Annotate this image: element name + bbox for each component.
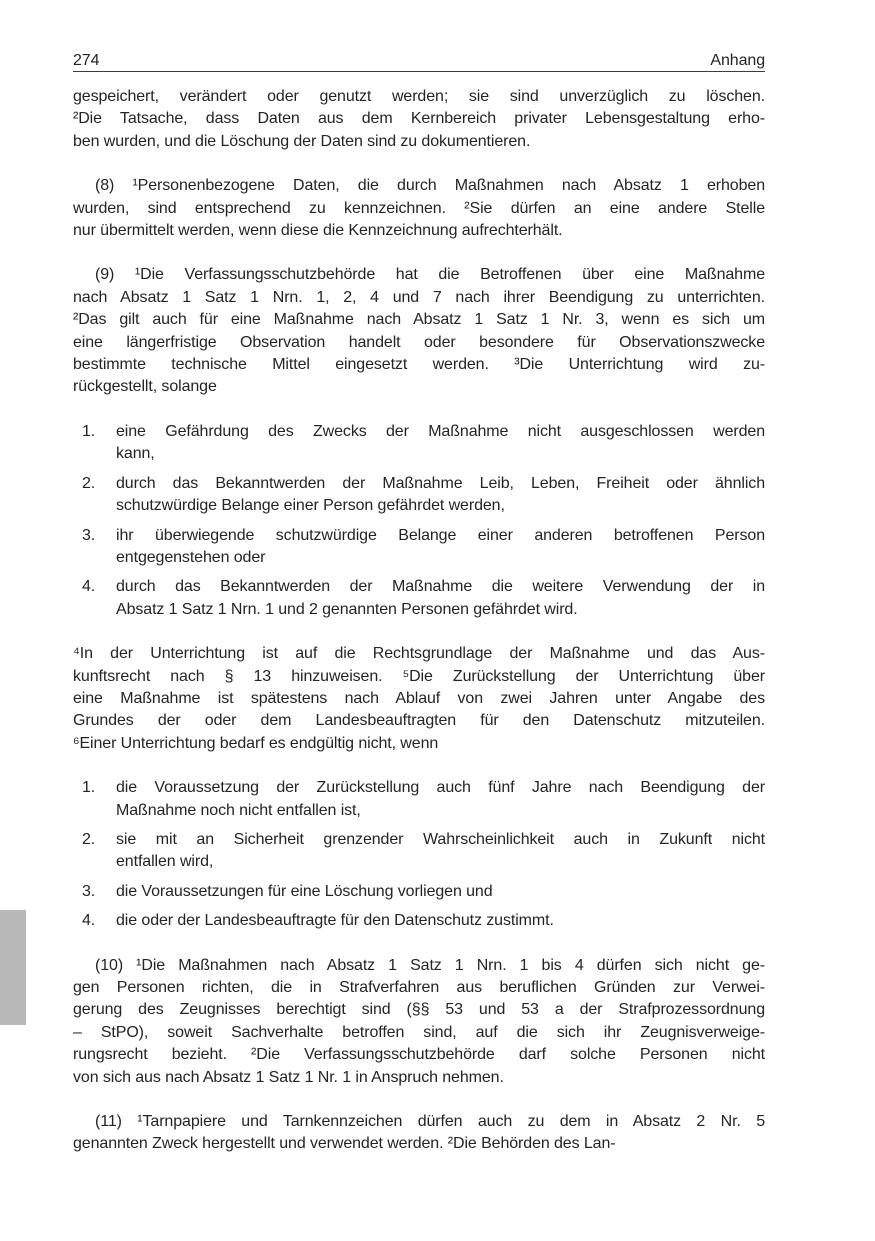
text-line: die oder der Landesbeauftragte für den Datenschutz zustimmt. [116, 912, 554, 930]
list-item [73, 421, 765, 466]
paragraph [73, 175, 765, 242]
text-line: Grundes der oder dem Landesbeauftragten für den Datenschutz mitzuteilen. [73, 712, 765, 730]
page-body [73, 86, 765, 1178]
text-line: durch das Bekanntwerden der Maßnahme die weitere Verwendung der in [116, 578, 765, 596]
text-line: rückgestellt, solange [73, 378, 217, 396]
list-item-text [116, 829, 765, 874]
list-item-number: 1. [82, 779, 96, 797]
list-item-number: 2. [82, 830, 96, 848]
paragraph [73, 264, 765, 398]
text-line: die Voraussetzung der Zurückstellung auch fünf Jahre nach Beendigung der [116, 779, 765, 797]
text-line: rungsrecht bezieht. ²Die Verfassungsschutzbehörde darf solche Personen nicht [73, 1046, 765, 1064]
text-line: ben wurden, und die Löschung der Daten sind zu dokumentieren. [73, 132, 531, 150]
text-line: von sich aus nach Absatz 1 Satz 1 Nr. 1 in Anspruch nehmen. [73, 1068, 504, 1086]
list-item-number: 3. [82, 526, 96, 544]
text-line: bestimmte technische Mittel eingesetzt werden. ³Die Unterrichtung wird zu- [73, 356, 765, 374]
text-line: nur übermittelt werden, wenn diese die Kennzeichnung aufrechterhält. [73, 222, 563, 240]
list-item-number: 3. [82, 882, 96, 900]
paragraph [73, 1111, 765, 1156]
list-item-text [116, 576, 765, 621]
list-item [73, 777, 765, 822]
text-line: (8) ¹Personenbezogene Daten, die durch Maßnahmen nach Absatz 1 erhoben [95, 177, 765, 195]
header-rule [73, 71, 765, 72]
text-line: ihr überwiegende schutzwürdige Belange einer anderen betroffenen Person [116, 526, 765, 544]
running-head: Anhang [710, 52, 765, 69]
text-line: – StPO), soweit Sachverhalte betroffen sind, auf die sich ihr Zeugnisverweige- [73, 1023, 765, 1041]
paragraph [73, 86, 765, 153]
list-item-number: 2. [82, 474, 96, 492]
text-line: eine Maßnahme ist spätestens nach Ablauf von zwei Jahren unter Angabe des [73, 689, 765, 707]
list-item-text [116, 525, 765, 570]
text-line: ⁶Einer Unterrichtung bedarf es endgültig nicht, wenn [73, 734, 439, 752]
list-item-text [116, 881, 765, 903]
text-line: gen Personen richten, die in Strafverfahren aus beruflichen Gründen zur Verwei- [73, 979, 765, 996]
list-item-text [116, 910, 765, 932]
text-line: wurden, sind entsprechend zu kennzeichnen. ²Sie dürfen an eine andere Stelle [73, 199, 765, 217]
text-line: Absatz 1 Satz 1 Nrn. 1 und 2 genannten Personen gefährdet wird. [116, 600, 578, 618]
text-line: durch das Bekanntwerden der Maßnahme Leib, Leben, Freiheit oder ähnlich [116, 474, 765, 492]
paragraph [73, 955, 765, 1089]
text-line: ²Die Tatsache, dass Daten aus dem Kernbereich privater Lebensgestaltung erho- [73, 110, 765, 128]
text-line: kann, [116, 445, 155, 463]
page-header [73, 53, 765, 69]
text-line: ⁴In der Unterrichtung ist auf die Rechtsgrundlage der Maßnahme und das Aus- [73, 645, 765, 663]
text-line: eine längerfristige Observation handelt oder besondere für Observationszwecke [73, 333, 765, 351]
text-line: ²Das gilt auch für eine Maßnahme nach Absatz 1 Satz 1 Nr. 3, wenn es sich um [73, 311, 765, 329]
text-line: entgegenstehen oder [116, 548, 266, 566]
list-item [73, 576, 765, 621]
list-item-text [116, 421, 765, 466]
text-line: entfallen wird, [116, 853, 214, 871]
text-line: (11) ¹Tarnpapiere und Tarnkennzeichen dürfen auch zu dem in Absatz 2 Nr. 5 [95, 1113, 765, 1131]
list-item [73, 525, 765, 570]
text-line: Maßnahme noch nicht entfallen ist, [116, 801, 361, 819]
list-item [73, 473, 765, 518]
text-line: nach Absatz 1 Satz 1 Nrn. 1, 2, 4 und 7 nach ihrer Beendigung zu unterrichten. [73, 288, 765, 306]
list-item [73, 910, 765, 932]
list-item-number: 4. [82, 578, 96, 596]
list-item-number: 1. [82, 422, 96, 440]
numbered-list [73, 421, 765, 621]
text-line: (10) ¹Die Maßnahmen nach Absatz 1 Satz 1 Nrn. 1 bis 4 dürfen sich nicht ge- [95, 956, 765, 974]
text-line: eine Gefährdung des Zwecks der Maßnahme nicht ausgeschlossen werden [116, 422, 765, 440]
text-line: die Voraussetzungen für eine Löschung vorliegen und [116, 882, 493, 900]
list-item-text [116, 473, 765, 518]
paragraph [73, 643, 765, 755]
list-item [73, 881, 765, 903]
list-item-number: 4. [82, 912, 96, 930]
list-item [73, 829, 765, 874]
text-line: kunftsrecht nach § 13 hinzuweisen. ⁵Die Zurückstellung der Unterrichtung über [73, 667, 765, 685]
text-line: gespeichert, verändert oder genutzt werden; sie sind unverzüglich zu löschen. [73, 88, 765, 105]
numbered-list [73, 777, 765, 932]
list-item-text [116, 777, 765, 822]
text-line: (9) ¹Die Verfassungsschutzbehörde hat die Betroffenen über eine Maßnahme [95, 266, 765, 284]
text-line: sie mit an Sicherheit grenzender Wahrscheinlichkeit auch in Zukunft nicht [116, 830, 765, 848]
text-line: genannten Zweck hergestellt und verwendet werden. ²Die Behörden des Lan- [73, 1135, 616, 1153]
thumb-index-marker [0, 910, 26, 1025]
text-line: gerung des Zeugnisses berechtigt sind (§§ 53 und 53 a der Strafprozessordnung [73, 1001, 765, 1019]
page-number: 274 [73, 52, 100, 69]
text-line: schutzwürdige Belange einer Person gefährdet werden, [116, 497, 505, 515]
